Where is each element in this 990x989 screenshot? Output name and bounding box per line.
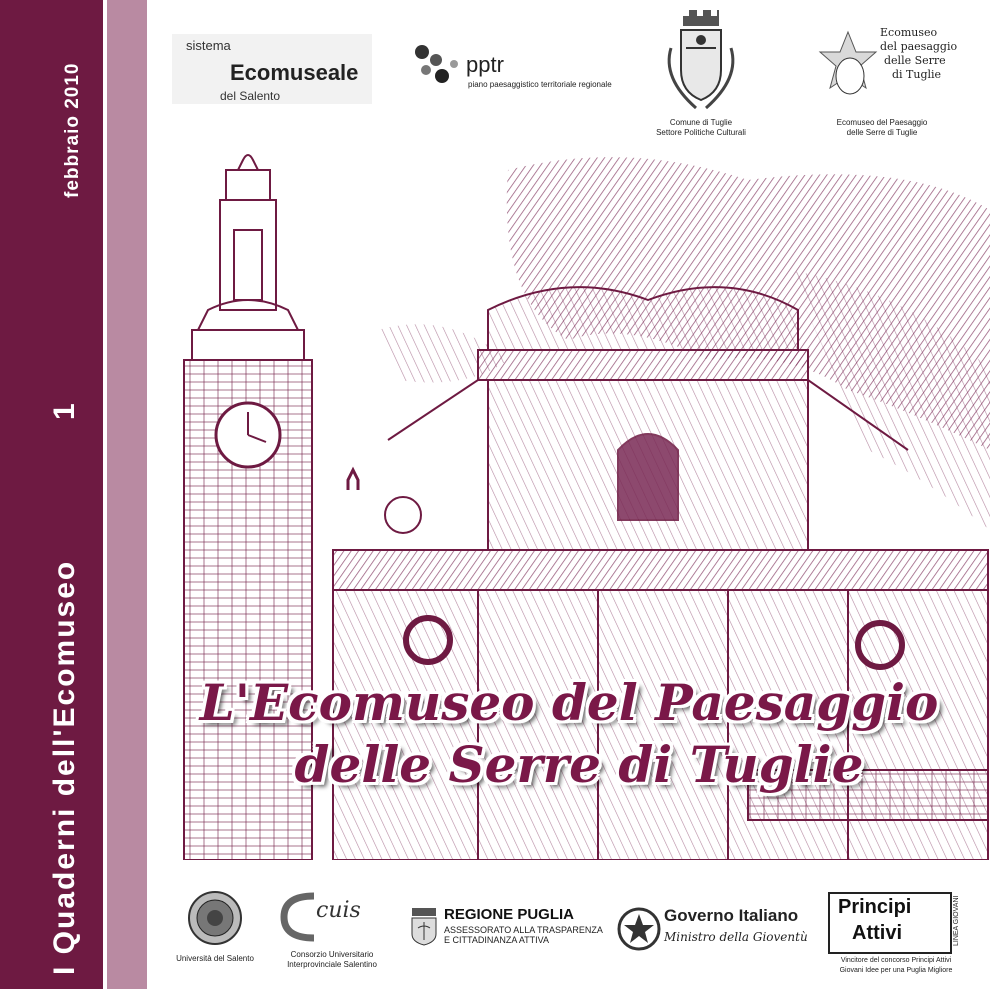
issue-date: febbraio 2010: [62, 62, 83, 198]
pptr-mark-icon: [412, 42, 464, 90]
spine-light-band: [105, 0, 147, 989]
principi-caption-line1: Vincitore del concorso Principi Attivi: [840, 957, 952, 964]
cuis-mark-text: cuis: [316, 898, 361, 923]
regione-name: REGIONE PUGLIA: [444, 906, 575, 923]
logo-cuis: [272, 890, 392, 970]
issue-number: 1: [48, 403, 81, 420]
principi-line1: Principi: [838, 896, 912, 918]
ecomuseo-caption-line2: delle Serre di Tuglie: [846, 128, 918, 137]
principi-caption-line2: Giovani Idee per una Puglia Migliore: [839, 967, 953, 974]
logo-sistema-ecomuseale: [172, 34, 372, 104]
pptr-name: pptr: [466, 52, 504, 77]
governo-name: Governo Italiano: [664, 906, 799, 925]
logo-regione-puglia: [410, 904, 610, 954]
ecomuseo-stamp-line1: Ecomuseo: [880, 26, 938, 39]
comune-name: Comune di Tuglie: [669, 118, 733, 127]
logo-governo-italiano: [616, 904, 806, 958]
logo-universita-salento: [160, 890, 270, 970]
del-salento-label: del Salento: [220, 89, 281, 103]
ecomuseo-stamp-line2: del paesaggio: [880, 40, 958, 53]
cover-title: [148, 672, 990, 796]
principi-box: [828, 892, 952, 954]
spine-divider: [103, 0, 107, 989]
series-title: I Quaderni dell'Ecomuseo: [48, 559, 81, 975]
republic-emblem-icon: [616, 906, 662, 952]
pptr-subtitle: piano paesaggistico territoriale regionale: [468, 80, 612, 89]
logo-comune-tuglie: [640, 8, 762, 140]
sistema-label: sistema: [186, 38, 231, 53]
regione-sub2: E CITTADINANZA ATTIVA: [444, 935, 550, 945]
universita-caption: Università del Salento: [176, 954, 254, 963]
coat-of-arms-icon: [656, 8, 746, 112]
cuis-mark-icon: [280, 890, 320, 944]
ecomuseale-label: Ecomuseale: [230, 60, 359, 85]
cover-title-line2: delle Serre di Tuglie: [294, 735, 864, 794]
ecomuseo-caption-line1: Ecomuseo del Paesaggio: [836, 118, 928, 127]
comune-department: Settore Politiche Culturali: [656, 128, 746, 137]
ecomuseo-stamp-line4: di Tuglie: [892, 68, 942, 81]
logo-principi-attivi: [808, 892, 984, 982]
logo-ecomuseo-tuglie: [812, 24, 958, 144]
logo-pptr: [412, 42, 612, 100]
principi-line2: Attivi: [852, 922, 902, 944]
governo-ministry: Ministro della Gioventù: [664, 930, 808, 944]
ecomuseo-emblem-icon: [818, 30, 878, 100]
cover-title-line1: L'Ecomuseo del Paesaggio: [199, 673, 939, 732]
regione-crest-icon: [410, 906, 438, 946]
university-seal-icon: [187, 890, 243, 946]
principi-side-label: LINEA GIOVANI: [953, 895, 960, 946]
cuis-caption-line2: Interprovinciale Salentino: [287, 960, 377, 969]
ecomuseo-stamp-line3: delle Serre: [884, 54, 946, 67]
regione-sub1: ASSESSORATO ALLA TRASPARENZA: [444, 925, 603, 935]
cuis-caption-line1: Consorzio Universitario: [290, 950, 374, 959]
